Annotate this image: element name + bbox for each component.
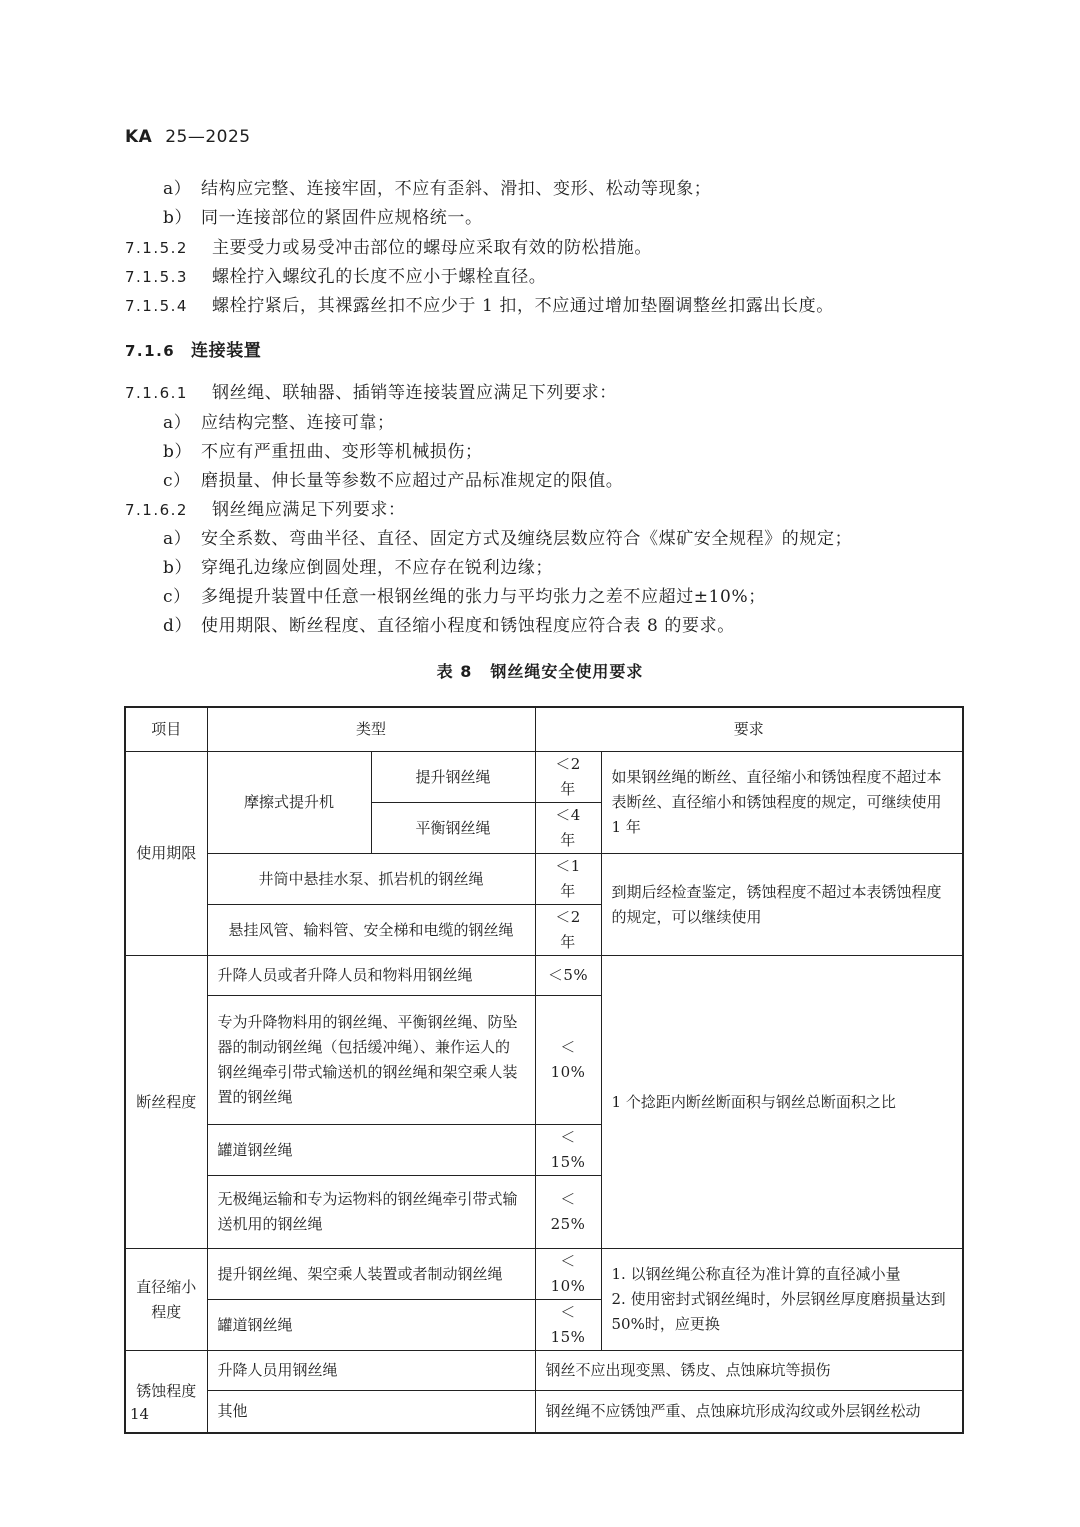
friction-hoist-cell: 摩擦式提升机: [207, 752, 371, 854]
value-cell: ＜2 年: [535, 752, 601, 803]
list-item: b） 同一连接部位的紧固件应规格统一。: [163, 208, 483, 228]
note-line: 2. 使用密封式钢丝绳时，外层钢丝厚度磨损量达到 50%时，应更换: [611, 1290, 946, 1333]
list-item: a） 结构应完整、连接牢固，不应有歪斜、滑扣、变形、松动等现象；: [163, 179, 712, 199]
type-cell: 升降人员或者升降人员和物料用钢丝绳: [207, 956, 535, 996]
type-cell: 提升钢丝绳: [371, 752, 535, 803]
value-cell: ＜4 年: [535, 803, 601, 854]
list-item: b） 不应有严重扭曲、变形等机械损伤；: [163, 442, 483, 462]
type-cell: 升降人员用钢丝绳: [207, 1351, 535, 1391]
table-row: [125, 1391, 963, 1433]
value-cell: ＜10%: [535, 1249, 601, 1300]
type-cell: 罐道钢丝绳: [207, 1125, 535, 1176]
value-cell: ＜10%: [535, 996, 601, 1125]
type-cell: 其他: [207, 1391, 535, 1433]
wire-rope-requirements-table: [124, 706, 964, 1434]
page-number: 14: [130, 1405, 150, 1423]
clause-7161: 7.1.6.1 钢丝绳、联轴器、插销等连接装置应满足下列要求：: [125, 383, 617, 403]
standard-code: [125, 127, 251, 147]
note-cell: 如果钢丝绳的断丝、直径缩小和锈蚀程度不超过本表断丝、直径缩小和锈蚀程度的规定，可继续使用 1 年: [601, 752, 963, 854]
clause-7162: 7.1.6.2 钢丝绳应满足下列要求：: [125, 500, 406, 520]
category-diameter-reduction: 直径缩小程度: [125, 1249, 207, 1351]
requirement-cell: 钢丝绳不应锈蚀严重、点蚀麻坑形成沟纹或外层钢丝松动: [535, 1391, 963, 1433]
list-item: c） 多绳提升装置中任意一根钢丝绳的张力与平均张力之差不应超过±10%；: [163, 587, 766, 607]
type-cell: 罐道钢丝绳: [207, 1300, 535, 1351]
table-header-row: [125, 707, 963, 752]
standard-code-number: 25—2025: [165, 127, 251, 147]
list-item: d） 使用期限、断丝程度、直径缩小程度和锈蚀程度应符合表 8 的要求。: [163, 616, 735, 636]
clause-7152: 7.1.5.2 主要受力或易受冲击部位的螺母应采取有效的防松措施。: [125, 238, 652, 258]
note-cell: 1 个捻距内断丝断面积与钢丝总断面积之比: [601, 956, 963, 1249]
note-cell: 到期后经检查鉴定，锈蚀程度不超过本表锈蚀程度的规定，可以继续使用: [601, 854, 963, 956]
table-row: [125, 956, 963, 996]
table-row: [125, 1249, 963, 1300]
list-item: b） 穿绳孔边缘应倒圆处理，不应存在锐利边缘；: [163, 558, 553, 578]
type-cell: 悬挂风管、输料管、安全梯和电缆的钢丝绳: [207, 905, 535, 956]
note-cell: [601, 1249, 963, 1351]
value-cell: ＜15%: [535, 1300, 601, 1351]
type-cell: 提升钢丝绳、架空乘人装置或者制动钢丝绳: [207, 1249, 535, 1300]
table-row: [125, 752, 963, 803]
table-row: [125, 854, 963, 905]
category-corrosion: 锈蚀程度: [125, 1351, 207, 1433]
type-cell: 无极绳运输和专为运物料的钢丝绳牵引带式输送机用的钢丝绳: [207, 1176, 535, 1249]
section-heading-716: 7.1.6 连接装置: [125, 341, 262, 361]
list-item: a） 应结构完整、连接可靠；: [163, 413, 395, 433]
type-cell: 专为升降物料用的钢丝绳、平衡钢丝绳、防坠器的制动钢丝绳（包括缓冲绳）、兼作运人的钢丝绳牵引带式输送机的钢丝绳和架空乘人装置的钢丝绳: [207, 996, 535, 1125]
value-cell: ＜5%: [535, 956, 601, 996]
header-type: 类型: [207, 707, 535, 752]
category-broken-wire: 断丝程度: [125, 956, 207, 1249]
header-item: 项目: [125, 707, 207, 752]
table-caption: 表 8 钢丝绳安全使用要求: [436, 662, 644, 681]
clause-7153: 7.1.5.3 螺栓拧入螺纹孔的长度不应小于螺栓直径。: [125, 267, 547, 287]
value-cell: ＜1 年: [535, 854, 601, 905]
requirement-cell: 钢丝不应出现变黑、锈皮、点蚀麻坑等损伤: [535, 1351, 963, 1391]
list-item: a） 安全系数、弯曲半径、直径、固定方式及缠绕层数应符合《煤矿安全规程》的规定；: [163, 529, 853, 549]
clause-7154: 7.1.5.4 螺栓拧紧后，其裸露丝扣不应少于 1 扣，不应通过增加垫圈调整丝扣露出长度。: [125, 296, 834, 316]
list-item: c） 磨损量、伸长量等参数不应超过产品标准规定的限值。: [163, 471, 624, 491]
header-requirement: 要求: [535, 707, 963, 752]
category-service-life: 使用期限: [125, 752, 207, 956]
value-cell: ＜15%: [535, 1125, 601, 1176]
value-cell: ＜25%: [535, 1176, 601, 1249]
type-cell: 井筒中悬挂水泵、抓岩机的钢丝绳: [207, 854, 535, 905]
standard-code-prefix: KA: [125, 127, 153, 147]
type-cell: 平衡钢丝绳: [371, 803, 535, 854]
value-cell: ＜2 年: [535, 905, 601, 956]
note-line: 1. 以钢丝绳公称直径为准计算的直径减小量: [611, 1265, 901, 1283]
table-row: [125, 1351, 963, 1391]
